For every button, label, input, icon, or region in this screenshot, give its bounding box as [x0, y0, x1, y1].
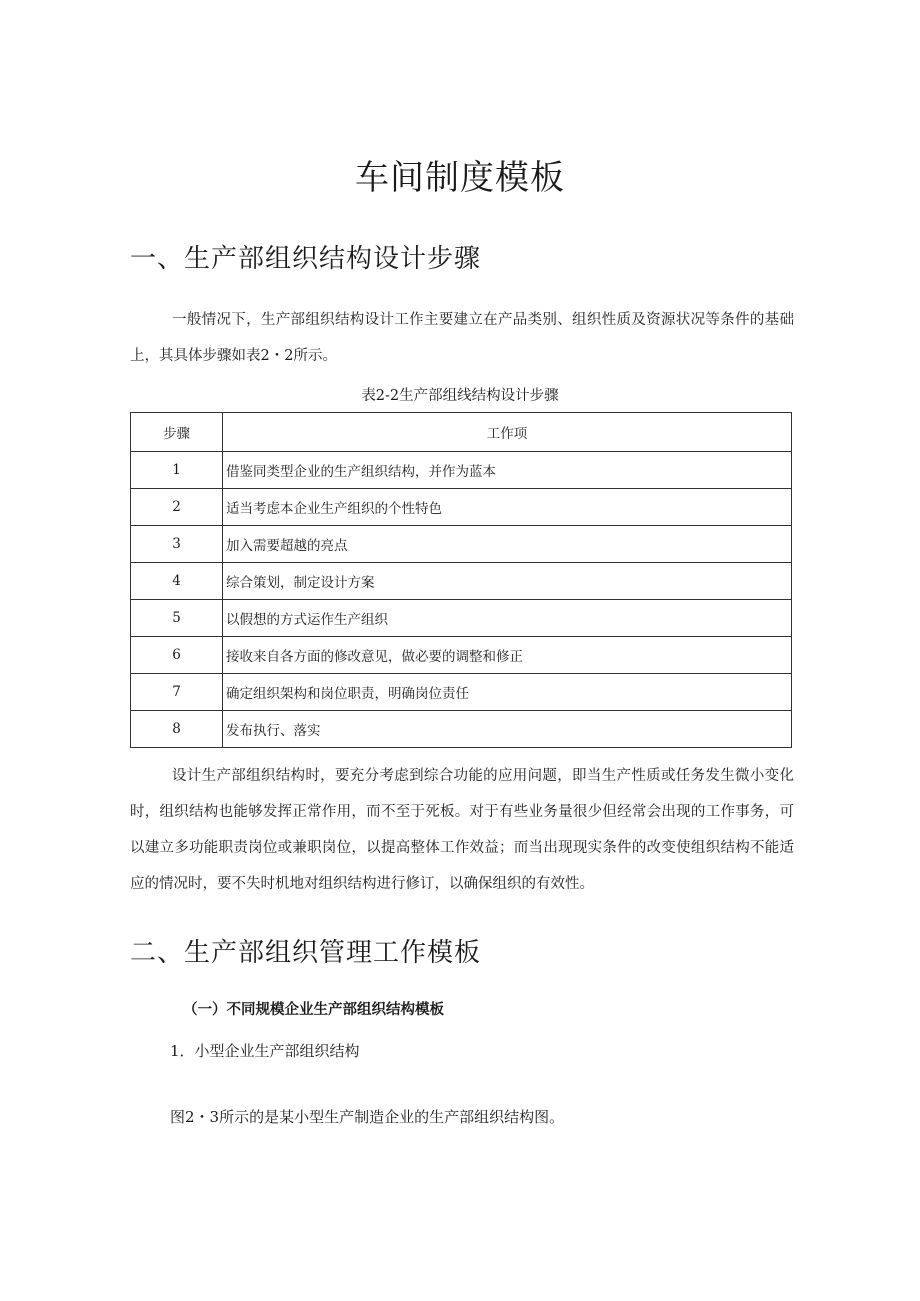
table-row	[131, 452, 792, 489]
step-task: 加入需要超越的亮点	[223, 526, 792, 563]
step-task: 接收来自各方面的修改意见，做必要的调整和修正	[223, 637, 792, 674]
step-number: 2	[131, 489, 223, 526]
table-row	[131, 489, 792, 526]
step-task: 综合策划，制定设计方案	[223, 563, 792, 600]
table-header-row	[131, 413, 792, 452]
table-row	[131, 711, 792, 748]
section-heading-2: 二、生产部组织管理工作模板	[130, 938, 482, 968]
table-row	[131, 600, 792, 637]
section-heading-1: 一、生产部组织结构设计步骤	[130, 244, 482, 274]
table-row	[131, 563, 792, 600]
step-task: 借鉴同类型企业的生产组织结构，并作为蓝本	[223, 452, 792, 489]
header-task: 工作项	[223, 413, 792, 452]
table-caption: 表2-2生产部组线结构设计步骤	[361, 388, 559, 404]
step-task: 确定组织架构和岗位职责，明确岗位责任	[223, 674, 792, 711]
table-row	[131, 637, 792, 674]
step-number: 5	[131, 600, 223, 637]
item-heading: 1．小型企业生产部组织结构	[170, 1042, 360, 1060]
step-number: 8	[131, 711, 223, 748]
step-number: 6	[131, 637, 223, 674]
table-row	[131, 526, 792, 563]
table-row	[131, 674, 792, 711]
step-task: 发布执行、落实	[223, 711, 792, 748]
step-task: 以假想的方式运作生产组织	[223, 600, 792, 637]
intro-paragraph: 一般情况下，生产部组织结构设计工作主要建立在产品类别、组织性质及资源状况等条件的基础上，其具体步骤如表2・2所示。	[130, 312, 794, 364]
header-step: 步骤	[131, 413, 223, 452]
step-number: 7	[131, 674, 223, 711]
design-notes-paragraph: 设计生产部组织结构时，要充分考虑到综合功能的应用问题，即当生产性质或任务发生微小变化时，组织结构也能够发挥正常作用，而不至于死板。对于有些业务量很少但经常会出现的工作事务，可以建立多功能职责岗位或兼职岗位，以提高整体工作效益；而当出现现实条件的改变使组织结构不能适应的情况时，要不失时机地对组织结构进行修订，以确保组织的有效性。	[130, 768, 794, 892]
figure-reference: 图2・3所示的是某小型生产制造企业的生产部组织结构图。	[170, 1108, 565, 1126]
step-number: 3	[131, 526, 223, 563]
design-steps-table	[130, 412, 792, 748]
step-task: 适当考虑本企业生产组织的个性特色	[223, 489, 792, 526]
page-title: 车间制度模板	[355, 158, 565, 198]
step-number: 1	[131, 452, 223, 489]
step-number: 4	[131, 563, 223, 600]
subsection-heading: （一）不同规模企业生产部组织结构模板	[183, 1002, 444, 1018]
